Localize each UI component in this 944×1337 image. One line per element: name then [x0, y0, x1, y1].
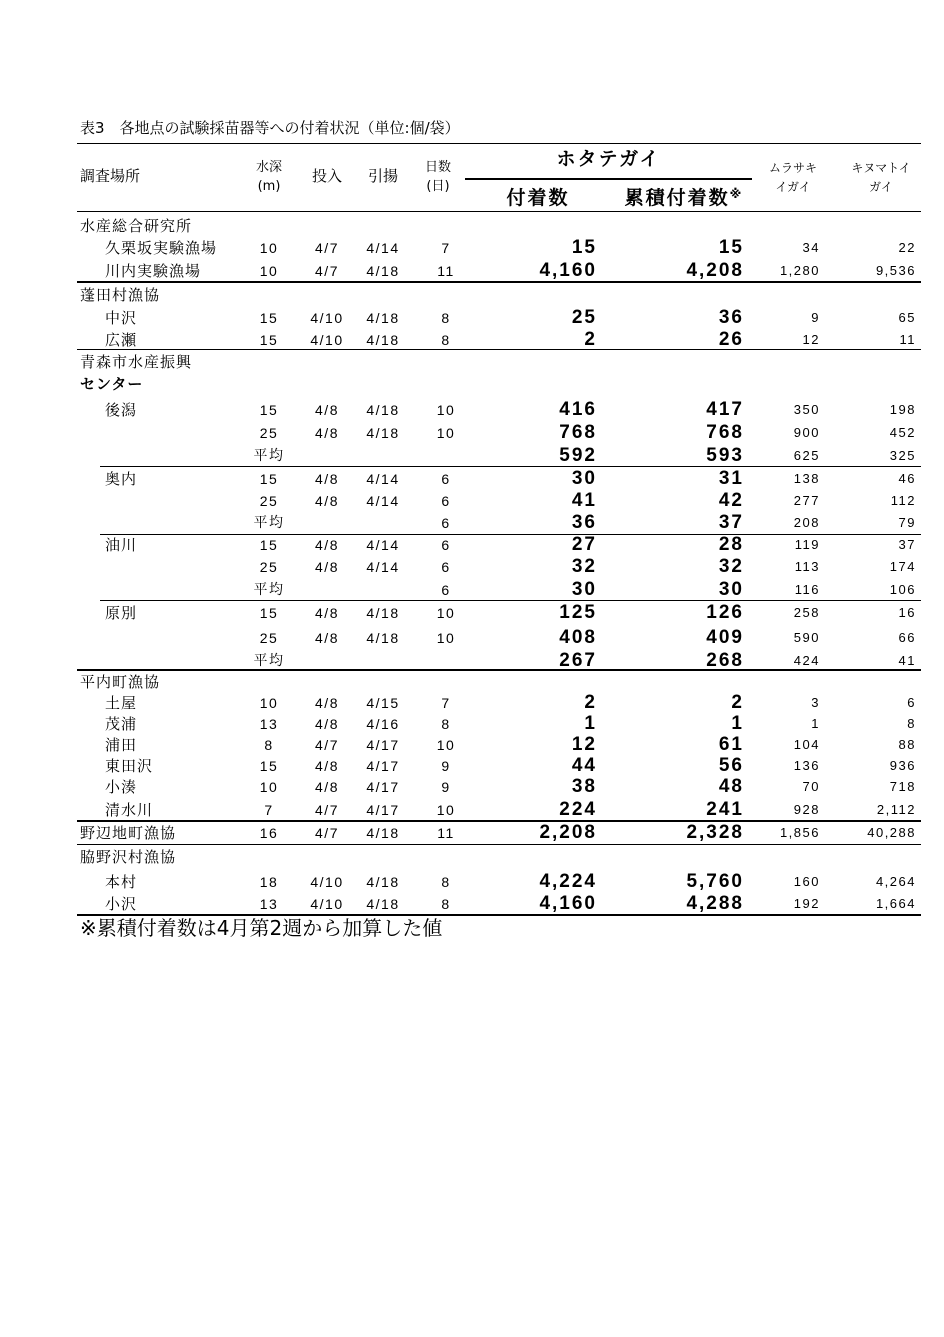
average-row — [0, 580, 944, 600]
table-row — [0, 693, 944, 713]
table-row — [0, 400, 944, 420]
header-location: 調査場所 — [80, 167, 141, 185]
cumulative-count: 42 — [718, 490, 744, 511]
depth-value: 15 — [259, 537, 279, 553]
other-shell-count: 325 — [889, 448, 916, 463]
attached-count: 267 — [559, 650, 597, 671]
cumulative-count: 56 — [718, 755, 744, 776]
days-value: 10 — [436, 630, 456, 646]
cumulative-count: 30 — [718, 579, 744, 600]
other-shell-count: 936 — [889, 758, 916, 773]
location-name: 小沢 — [105, 895, 138, 913]
deploy-date: 4/8 — [315, 471, 339, 487]
depth-value: 10 — [259, 695, 279, 711]
table-row — [0, 261, 944, 281]
location-name: 浦田 — [105, 736, 138, 754]
table-row — [0, 308, 944, 328]
table-row — [0, 756, 944, 776]
group-divider — [77, 820, 921, 822]
mussel-count: 424 — [793, 653, 820, 668]
deploy-date: 4/10 — [310, 332, 344, 348]
location-name: 奥内 — [105, 470, 138, 488]
days-value: 9 — [441, 758, 451, 774]
other-shell-count: 41 — [898, 653, 916, 668]
cumulative-count: 61 — [718, 734, 744, 755]
attached-count: 4,224 — [539, 871, 597, 892]
retrieve-date: 4/14 — [366, 537, 400, 553]
header-depth: 水深 — [255, 160, 282, 175]
retrieve-date: 4/14 — [366, 471, 400, 487]
group-name: 平内町漁協 — [80, 673, 161, 691]
attached-count: 2 — [584, 329, 597, 350]
attached-count: 44 — [571, 755, 597, 776]
other-shell-count: 88 — [898, 737, 916, 752]
other-shell-count: 198 — [889, 402, 916, 417]
average-row — [0, 446, 944, 466]
depth-value: 13 — [259, 896, 279, 912]
cumulative-count: 241 — [706, 799, 744, 820]
deploy-date: 4/10 — [310, 310, 344, 326]
header-deploy: 投入 — [311, 167, 342, 185]
retrieve-date: 4/17 — [366, 758, 400, 774]
mussel-count: 12 — [802, 332, 820, 347]
deploy-date: 4/10 — [310, 896, 344, 912]
retrieve-date: 4/18 — [366, 425, 400, 441]
cumulative-count: 4,208 — [686, 260, 744, 281]
table-row — [0, 238, 944, 258]
cumulative-count: 4,288 — [686, 893, 744, 914]
other-shell-count: 40,288 — [867, 825, 916, 840]
table-row — [0, 423, 944, 443]
depth-value: 15 — [259, 310, 279, 326]
days-value: 6 — [441, 559, 451, 575]
mussel-count: 3 — [811, 695, 820, 710]
attached-count: 768 — [559, 422, 597, 443]
subgroup-divider — [100, 466, 921, 467]
location-name: 小湊 — [105, 778, 138, 796]
mussel-count: 1 — [811, 716, 820, 731]
location-name: 本村 — [105, 873, 138, 891]
group-row — [0, 374, 944, 394]
other-shell-count: 9,536 — [875, 263, 916, 278]
attached-count: 2,208 — [539, 822, 597, 843]
days-value: 10 — [436, 402, 456, 418]
cumulative-count: 32 — [718, 556, 744, 577]
mussel-count: 70 — [802, 779, 820, 794]
attached-count: 41 — [571, 490, 597, 511]
attached-count: 32 — [571, 556, 597, 577]
deploy-date: 4/7 — [315, 263, 339, 279]
deploy-date: 4/8 — [315, 537, 339, 553]
depth-value: 10 — [259, 263, 279, 279]
other-shell-count: 65 — [898, 310, 916, 325]
attached-count: 38 — [571, 776, 597, 797]
deploy-date: 4/8 — [315, 716, 339, 732]
location-name: 広瀬 — [105, 331, 138, 349]
other-shell-count: 8 — [907, 716, 916, 731]
days-value: 7 — [441, 695, 451, 711]
mussel-count: 1,856 — [779, 825, 820, 840]
deploy-date: 4/8 — [315, 758, 339, 774]
mussel-count: 104 — [793, 737, 820, 752]
header-mussel-line2: イガイ — [775, 180, 811, 194]
depth-value: 15 — [259, 605, 279, 621]
attached-count: 592 — [559, 445, 597, 466]
retrieve-date: 4/18 — [366, 825, 400, 841]
attached-count: 25 — [571, 307, 597, 328]
other-shell-count: 452 — [889, 425, 916, 440]
other-shell-count: 1,664 — [875, 896, 916, 911]
mussel-count: 625 — [793, 448, 820, 463]
table-row — [0, 823, 944, 843]
other-shell-count: 174 — [889, 559, 916, 574]
table-row — [0, 735, 944, 755]
subgroup-divider — [100, 600, 921, 601]
days-value: 9 — [441, 779, 451, 795]
cumulative-count: 37 — [718, 512, 744, 533]
other-shell-count: 46 — [898, 471, 916, 486]
other-shell-count: 112 — [890, 493, 916, 508]
footnote: ※累積付着数は4月第2週から加算した値 — [80, 916, 443, 940]
mussel-count: 590 — [793, 630, 820, 645]
table-row — [0, 894, 944, 914]
average-label: 平均 — [253, 582, 285, 598]
table-title: 表3 各地点の試験採苗器等への付着状況（単位:個/袋） — [80, 119, 460, 137]
cumulative-count: 36 — [718, 307, 744, 328]
depth-value: 13 — [259, 716, 279, 732]
days-value: 8 — [441, 874, 451, 890]
days-value: 8 — [441, 310, 451, 326]
mussel-count: 9 — [811, 310, 820, 325]
depth-value: 10 — [259, 240, 279, 256]
depth-value: 15 — [259, 332, 279, 348]
location-name: 野辺地町漁協 — [80, 824, 177, 842]
depth-value: 25 — [259, 559, 279, 575]
header-attached: 付着数 — [506, 187, 570, 209]
average-label: 平均 — [253, 653, 285, 669]
attached-count: 1 — [584, 713, 597, 734]
location-name: 東田沢 — [105, 757, 154, 775]
table-row — [0, 535, 944, 555]
days-value: 6 — [441, 515, 451, 531]
table-top-rule — [77, 143, 921, 144]
retrieve-date: 4/14 — [366, 493, 400, 509]
header-scallop: ホタテガイ — [556, 148, 661, 170]
cumulative-count: 768 — [706, 422, 744, 443]
header-cumulative-group — [606, 188, 762, 208]
cumulative-count: 28 — [718, 534, 744, 555]
average-row — [0, 513, 944, 533]
retrieve-date: 4/18 — [366, 605, 400, 621]
attached-count: 4,160 — [539, 260, 597, 281]
mussel-count: 138 — [793, 471, 820, 486]
other-shell-count: 2,112 — [876, 802, 916, 817]
header-other-line2: ガイ — [869, 180, 893, 194]
location-name: 中沢 — [105, 309, 138, 327]
attached-count: 36 — [571, 512, 597, 533]
location-name: 土屋 — [105, 694, 138, 712]
location-name: 原別 — [105, 604, 138, 622]
mussel-count: 900 — [793, 425, 820, 440]
attached-count: 27 — [571, 534, 597, 555]
deploy-date: 4/8 — [315, 605, 339, 621]
attached-count: 416 — [559, 399, 597, 420]
mussel-count: 928 — [793, 802, 820, 817]
deploy-date: 4/7 — [315, 802, 339, 818]
deploy-date: 4/8 — [315, 630, 339, 646]
mussel-count: 192 — [793, 896, 820, 911]
retrieve-date: 4/17 — [366, 802, 400, 818]
mussel-count: 136 — [793, 758, 820, 773]
deploy-date: 4/8 — [315, 425, 339, 441]
header-days-unit: (日) — [426, 179, 450, 194]
header-other-line1: キヌマトイ — [851, 161, 911, 175]
attached-count: 15 — [571, 237, 597, 258]
deploy-date: 4/10 — [310, 874, 344, 890]
days-value: 6 — [441, 493, 451, 509]
table-row — [0, 603, 944, 623]
table-row — [0, 777, 944, 797]
deploy-date: 4/7 — [315, 737, 339, 753]
depth-value: 8 — [264, 737, 274, 753]
depth-value: 25 — [259, 493, 279, 509]
mussel-count: 34 — [802, 240, 820, 255]
other-shell-count: 79 — [898, 515, 916, 530]
deploy-date: 4/8 — [315, 493, 339, 509]
header-depth-unit: (m) — [257, 179, 281, 194]
header-mussel-line1: ムラサキ — [768, 161, 817, 175]
cumulative-count: 31 — [718, 468, 744, 489]
location-name: 茂浦 — [105, 715, 138, 733]
deploy-date: 4/7 — [315, 240, 339, 256]
depth-value: 25 — [259, 425, 279, 441]
group-name: 脇野沢村漁協 — [80, 848, 177, 866]
group-name: 青森市水産振興 — [80, 353, 193, 371]
retrieve-date: 4/16 — [366, 716, 400, 732]
group-row — [0, 672, 944, 692]
cumulative-count: 48 — [718, 776, 744, 797]
table-row — [0, 628, 944, 648]
group-divider — [77, 844, 921, 845]
days-value: 7 — [441, 240, 451, 256]
header-cumulative: 累積付着数 — [624, 187, 730, 209]
retrieve-date: 4/18 — [366, 263, 400, 279]
cumulative-count: 15 — [718, 237, 744, 258]
attached-count: 408 — [559, 627, 597, 648]
other-shell-count: 11 — [899, 332, 916, 347]
cumulative-count: 26 — [718, 329, 744, 350]
depth-value: 15 — [259, 471, 279, 487]
attached-count: 2 — [584, 692, 597, 713]
cumulative-count: 2 — [731, 692, 744, 713]
location-name: 油川 — [105, 536, 138, 554]
days-value: 10 — [436, 802, 456, 818]
cumulative-count: 2,328 — [686, 822, 744, 843]
depth-value: 10 — [259, 779, 279, 795]
deploy-date: 4/8 — [315, 559, 339, 575]
cumulative-count: 5,760 — [686, 871, 744, 892]
days-value: 11 — [437, 825, 455, 841]
average-label: 平均 — [253, 448, 285, 464]
days-value: 6 — [441, 537, 451, 553]
mussel-count: 350 — [793, 402, 820, 417]
deploy-date: 4/8 — [315, 402, 339, 418]
days-value: 10 — [436, 605, 456, 621]
other-shell-count: 16 — [898, 605, 916, 620]
mussel-count: 113 — [794, 559, 820, 574]
cumulative-count: 268 — [706, 650, 744, 671]
mussel-count: 208 — [793, 515, 820, 530]
days-value: 8 — [441, 716, 451, 732]
header-days: 日数 — [424, 160, 451, 175]
scallop-header-rule — [465, 178, 752, 180]
header-cumulative-mark: ※ — [729, 187, 744, 201]
other-shell-count: 22 — [898, 240, 916, 255]
header-bottom-rule — [77, 211, 921, 212]
deploy-date: 4/7 — [315, 825, 339, 841]
attached-count: 224 — [559, 799, 597, 820]
mussel-count: 277 — [793, 493, 820, 508]
retrieve-date: 4/18 — [366, 874, 400, 890]
table-row — [0, 872, 944, 892]
days-value: 10 — [436, 425, 456, 441]
mussel-count: 119 — [794, 537, 820, 552]
group-row — [0, 352, 944, 372]
attached-count: 4,160 — [539, 893, 597, 914]
depth-value: 15 — [259, 402, 279, 418]
average-row — [0, 651, 944, 671]
average-label: 平均 — [253, 515, 285, 531]
depth-value: 16 — [259, 825, 279, 841]
deploy-date: 4/8 — [315, 695, 339, 711]
other-shell-count: 6 — [907, 695, 916, 710]
depth-value: 15 — [259, 758, 279, 774]
retrieve-date: 4/18 — [366, 402, 400, 418]
attached-count: 12 — [571, 734, 597, 755]
retrieve-date: 4/18 — [366, 310, 400, 326]
other-shell-count: 66 — [898, 630, 916, 645]
group-row — [0, 847, 944, 867]
other-shell-count: 4,264 — [875, 874, 916, 889]
attached-count: 30 — [571, 579, 597, 600]
cumulative-count: 1 — [731, 713, 744, 734]
depth-value: 18 — [259, 874, 279, 890]
retrieve-date: 4/18 — [366, 896, 400, 912]
location-name: 川内実験漁場 — [105, 262, 202, 280]
days-value: 10 — [436, 737, 456, 753]
retrieve-date: 4/14 — [366, 240, 400, 256]
mussel-count: 258 — [793, 605, 820, 620]
retrieve-date: 4/14 — [366, 559, 400, 575]
table-row — [0, 469, 944, 489]
retrieve-date: 4/18 — [366, 332, 400, 348]
header-retrieve: 引揚 — [367, 167, 398, 185]
table-row — [0, 800, 944, 820]
other-shell-count: 106 — [889, 582, 916, 597]
cumulative-count: 417 — [706, 399, 744, 420]
group-divider — [77, 281, 921, 283]
attached-count: 30 — [571, 468, 597, 489]
days-value: 8 — [441, 332, 451, 348]
depth-value: 25 — [259, 630, 279, 646]
other-shell-count: 37 — [898, 537, 916, 552]
retrieve-date: 4/17 — [366, 779, 400, 795]
days-value: 11 — [437, 263, 455, 279]
group-name: センター — [80, 375, 144, 393]
table-row — [0, 330, 944, 350]
depth-value: 7 — [264, 802, 274, 818]
days-value: 6 — [441, 582, 451, 598]
location-name: 後潟 — [105, 401, 138, 419]
mussel-count: 116 — [794, 582, 820, 597]
retrieve-date: 4/15 — [366, 695, 400, 711]
group-name: 水産総合研究所 — [80, 217, 193, 235]
retrieve-date: 4/17 — [366, 737, 400, 753]
location-name: 久栗坂実験漁場 — [105, 239, 218, 257]
group-name: 蓬田村漁協 — [80, 286, 161, 304]
days-value: 8 — [441, 896, 451, 912]
group-row — [0, 216, 944, 236]
location-name: 清水川 — [105, 801, 154, 819]
mussel-count: 160 — [793, 874, 820, 889]
other-shell-count: 718 — [889, 779, 916, 794]
cumulative-count: 593 — [706, 445, 744, 466]
mussel-count: 1,280 — [779, 263, 820, 278]
days-value: 6 — [441, 471, 451, 487]
group-row — [0, 285, 944, 305]
retrieve-date: 4/18 — [366, 630, 400, 646]
table-row — [0, 491, 944, 511]
table-row — [0, 714, 944, 734]
cumulative-count: 126 — [706, 602, 744, 623]
table-row — [0, 557, 944, 577]
deploy-date: 4/8 — [315, 779, 339, 795]
attached-count: 125 — [559, 602, 597, 623]
cumulative-count: 409 — [706, 627, 744, 648]
